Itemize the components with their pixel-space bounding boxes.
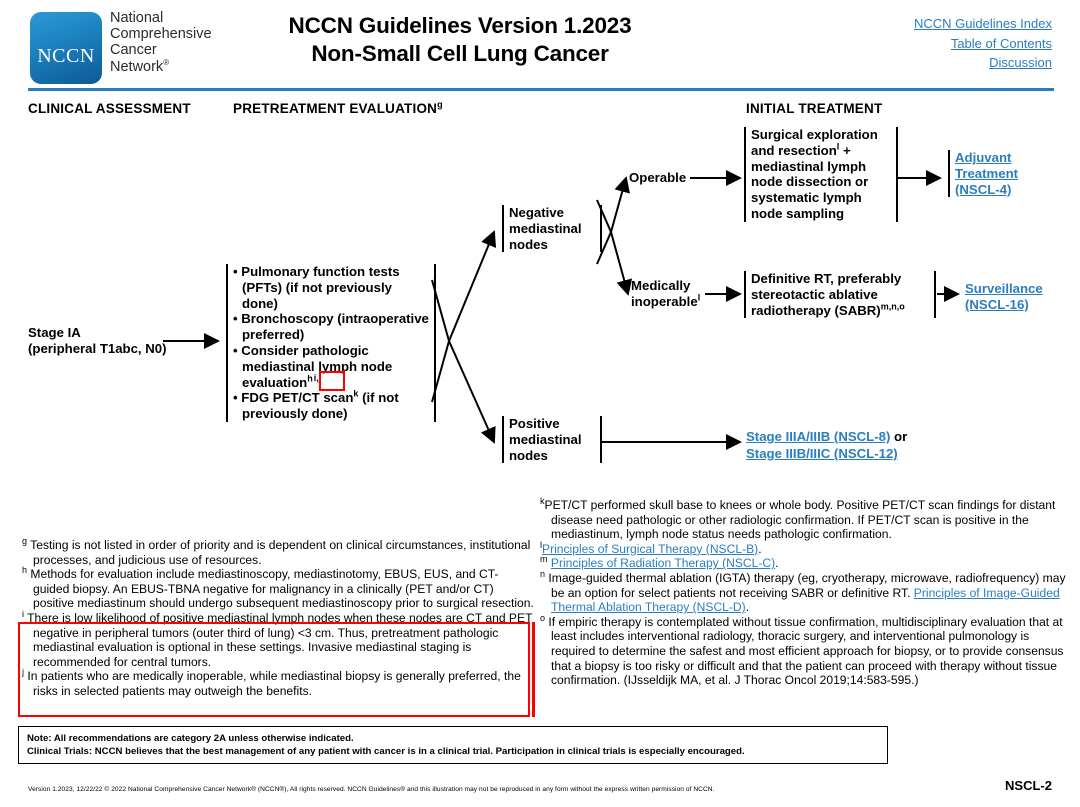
link-adjuvant-line-1[interactable]: Adjuvant xyxy=(955,150,1012,165)
stage-line-2: (peripheral T1abc, N0) xyxy=(28,340,167,356)
list-item: • Consider pathologic mediastinal lymph node evaluation$^{hi,j}$ xyxy=(233,343,429,390)
link-adjuvant-line-3[interactable]: (NSCL-4) xyxy=(955,181,1012,197)
highlight-box-footnotes-ij xyxy=(18,622,530,717)
org-line-4: Network® xyxy=(110,57,170,75)
title-line-1: NCCN Guidelines Version 1.2023 xyxy=(288,13,632,38)
footnote-ref-g: g xyxy=(437,99,443,110)
link-adjuvant-treatment[interactable] xyxy=(948,150,1065,197)
footnote-g: $^g$ Testing is not listed in order of priority and is dependent on clinical circumstances, institutional processes, and judicious use of resources. xyxy=(22,535,531,567)
organization-name xyxy=(110,10,240,75)
column-heading-clinical-assessment: CLINICAL ASSESSMENT xyxy=(28,101,191,116)
node-surgical-resection: Surgical exploration and resection$^l$ + mediastinal lymph node dissection or systematic lymph node sampling xyxy=(744,127,898,222)
link-surveillance[interactable] xyxy=(965,281,1077,313)
list-item: • Pulmonary function tests (PFTs) (if not previously done) xyxy=(233,264,429,311)
page-identifier: NSCL-2 xyxy=(1005,778,1052,793)
footnote-ref-ij: i,j xyxy=(313,373,322,384)
link-stage-iiib-iiic[interactable]: Stage IIIB/IIIC (NSCL-12) xyxy=(746,446,898,461)
stage-line-1: Stage IA xyxy=(28,325,81,340)
footnote-h: $^h$ Methods for evaluation include mediastinoscopy, mediastinotomy, EBUS, EUS, and CT-guided biopsy. An EBUS-TBNA negative for malignancy in a clinically (PET and/or CT) positive mediastinum should undergo subsequent mediastinoscopy prior to surgical resection. xyxy=(22,565,534,611)
footnote-ref-l: l xyxy=(697,292,701,303)
list-item: • Bronchoscopy (intraoperative preferred) xyxy=(233,311,429,343)
copyright-text: Version 1.2023, 12/22/22 © 2022 National Comprehensive Cancer Network® (NCCN®), All rights reserved. NCCN Guidelines® and this illustration may not be reproduced in any form without the express written permission of NCCN. xyxy=(28,786,715,793)
note-clinical-trials: Clinical Trials: NCCN believes that the best management of any patient with cancer is in a clinical trial. Participation in clinical trials is especially encouraged. xyxy=(27,746,745,757)
footnote-j: $^j$ In patients who are medically inoperable, while mediastinal biopsy is generally preferred, the risks in selected patients may outweigh the benefits. xyxy=(22,667,521,698)
footnote-ref-k: k xyxy=(353,388,359,399)
link-principles-radiation-therapy[interactable]: Principles of Radiation Therapy (NSCL-C) xyxy=(550,556,776,571)
link-surveillance-line-2[interactable]: (NSCL-16) xyxy=(965,296,1029,312)
link-guidelines-index[interactable]: NCCN Guidelines Index xyxy=(913,16,1052,31)
footnote-i: $^i$ There is low likelihood of positive mediastinal lymph nodes when these nodes are CT and PET negative in peripheral tumors (outer third of lung) <3 cm. Thus, pretreatment pathologic mediastinal evaluation is optional in these settings. Invasive mediastinal staging is recommended for central tumors. xyxy=(22,608,533,669)
org-line-1: National xyxy=(110,10,164,26)
title-line-2: Non-Small Cell Lung Cancer xyxy=(311,41,609,66)
node-medically-inoperable: Medically inoperable$^l$ xyxy=(631,278,701,309)
stage-link-conjunction: or xyxy=(890,429,908,444)
footnote-m: $^m$ Principles of Radiation Therapy (NSCL-C). xyxy=(540,554,779,571)
node-positive-mediastinal-nodes: Positive mediastinal nodes xyxy=(502,416,602,463)
link-principles-surgical-therapy[interactable]: Principles of Surgical Therapy (NSCL-B) xyxy=(542,541,759,556)
link-principles-igta-therapy[interactable]: Principles of Image-Guided Thermal Ablation Therapy (NSCL-D) xyxy=(551,585,1060,615)
footnote-ref-mno: m,n,o xyxy=(880,301,905,312)
footnote-ref-l: l xyxy=(836,141,840,152)
note-category: Note: All recommendations are category 2A unless otherwise indicated. xyxy=(27,733,354,744)
node-definitive-rt: Definitive RT, preferably stereotactic ablative radiotherapy (SABR)$^{m,n,o}$ xyxy=(744,271,936,318)
node-pretreatment-evaluation xyxy=(226,264,436,422)
org-line-3: Cancer xyxy=(110,42,157,59)
footnote-l: $^l$Principles of Surgical Therapy (NSCL-B). xyxy=(540,539,762,556)
footnotes-right xyxy=(540,495,1076,688)
footnote-ref-h: h xyxy=(307,373,313,384)
header-divider xyxy=(28,88,1054,91)
notes-box xyxy=(18,726,888,764)
link-table-of-contents[interactable]: Table of Contents xyxy=(950,35,1052,51)
header-links xyxy=(914,14,1052,73)
node-operable: Operable xyxy=(629,170,687,185)
link-adjuvant-line-2[interactable]: Treatment xyxy=(955,165,1019,181)
link-surveillance-line-1[interactable]: Surveillance xyxy=(965,281,1043,296)
footnote-k: $^k$PET/CT performed skull base to knees or whole body. Positive PET/CT scan findings for distant disease need pathologic or other radiologic confirmation. If PET/CT scan is positive in the mediastinum, lymph node status needs pathologic confirmation. xyxy=(540,495,1056,542)
footnote-o: $^o$ If empiric therapy is contemplated without tissue confirmation, multidisciplinary evaluation that at least includes interventional radiology, thoracic surgery, and interventional pulmonology is required to determine the safest and most efficient approach for biopsy, or to provide consensus that a biopsy is too risky or difficult and that the patient can proceed with therapy without tissue confirmation. (IJsseldijk MA, et al. J Thorac Oncol 2019;14:583-595.) xyxy=(540,612,1064,688)
link-stage-group[interactable] xyxy=(746,428,1046,462)
nccn-logo-text: NCCN xyxy=(37,44,95,67)
highlight-edge-right xyxy=(532,622,538,717)
node-negative-mediastinal-nodes: Negative mediastinal nodes xyxy=(502,205,602,252)
node-stage-ia xyxy=(28,325,168,357)
column-heading-pretreatment-evaluation: PRETREATMENT EVALUATION$^g$ xyxy=(233,99,443,116)
pretreatment-list xyxy=(233,264,429,422)
link-stage-iiia-iiib[interactable]: Stage IIIA/IIIB (NSCL-8) xyxy=(746,429,891,444)
footnote-n: $^n$ Image-guided thermal ablation (IGTA) therapy (eg, cryotherapy, microwave, radiofrequency) may be an option for select patients not receiving SABR or definitive RT. Principles of Image-Guided Thermal Ablation Therapy (NSCL-D). xyxy=(540,568,1066,615)
page-title xyxy=(250,12,670,68)
column-heading-initial-treatment: INITIAL TREATMENT xyxy=(746,101,883,116)
org-line-2: Comprehensive xyxy=(110,26,212,43)
highlight-box-ij xyxy=(319,371,345,391)
list-item: • FDG PET/CT scan$^k$ (if not previously done) xyxy=(233,390,429,422)
nccn-logo xyxy=(30,12,102,84)
link-discussion[interactable]: Discussion xyxy=(989,55,1052,70)
